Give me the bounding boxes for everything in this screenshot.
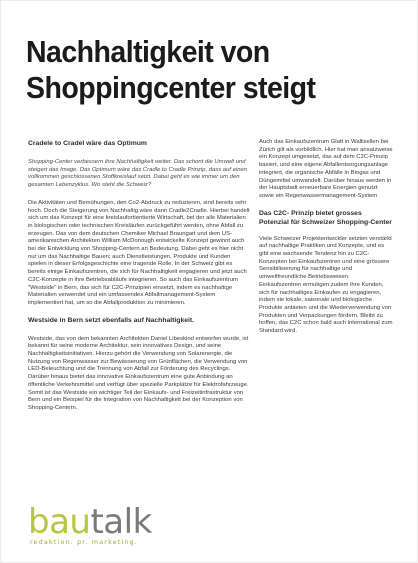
body-paragraph-1: Die Aktivitäten und Bemühungen, den Co2-Abdruck zu reduzieren, sind bereits sehr hoch. Doch die Steigerung von Nachhaltig wäre dann Cradle2Cradle. Hierbei handelt sich um das Konzept für eine kreislaufortientierte Wirtschaft, bei der alle Materialien in biologischen oder technischen Kreisläufen zurückgeführt werden, ohne Abfall zu erzeugen. Das von dem deutschen Chemiker Michael Braungart und dem US-amerikanischen Architekten William McDonough entwickelte Konzept gewinnt auch bei der Entwicklung von Shopping-Centern an Bedeutung. Dabei geht es hier nicht nur um das Nachhaltige Bauen; auch Dienstleistungen, Produkte und Kunden spielen in dieser Erfolgsgeschichte eine tragende Rolle. In der Schweiz gibt es bereits einige Einkaufszentren, die sich für Nachhaltigkeit engagieren und jetzt auch C2C-Konzepte in ihre Betriebsabläufe integrieren. So auch das Einkaufszentrum "Westside" in Bern, das sich für C2C-Prinzipien einsetzt, indem es nachhaltige Materialien verwendet und ein umfassendes Abfallmanagement-System implementiert hat, um so die Abfallproduktion zu minimieren. xyxy=(28,199,250,306)
body-paragraph-glatt: Auch das Einkaufszentrum Glatt in Wallisellen bei Zürich gilt als vorbildlich. Hier hat man ansatzweise ein Konzept umgesetzt, das auf dem C2C-Prinzip basiert, und eine eigene Abfallentsorgungsanlage integriert, die organische Abfälle in Biogas und Düngemittel umwandelt. Darüber hinaus werden in der Hauptstadt erneuerbare Energien genutzt sowie ein Regenwassermanagement-System xyxy=(259,139,393,199)
logo-word-bau: bau xyxy=(28,502,91,542)
body-paragraph-2: Westside, das von dem bekannten Architekten Daniel Libeskind entworfen wurde, ist bekannt für seine moderne Architektur, sein innovatives Design, und seine Nachhaltigkeitsinitiativen. Hierzu gehört die Verwendung von Solarenergie, die Nutzung von Regenwasser zur Bewässerung von Grünflächen, die Verwendung von LED-Beleuchtung und die Trennung von Abfall zur Förderung des Recyclings. Darüber hinaus bietet das innovative Einkaufszentrum eine gute Anbindung an öffentliche Verkehrsmittel und verfügt über spezielle Parkplätze für Elektrofahrzeuge. Somit ist das Westside ein wichtiger Teil der Einkaufs- und Freizeitinfrastruktur von Bern und ein Beispiel für die Integration von Nachhaltigkeit bei der Konzeption von Shopping-Centern. xyxy=(28,335,249,411)
logo-wordmark xyxy=(28,502,152,542)
section-heading-optimum: Cradele to Cradel wäre das Optimum xyxy=(28,140,147,147)
title-line-2: Shoppingcenter steigt xyxy=(26,70,316,105)
logo-word-talk: talk xyxy=(90,502,152,542)
logo-tagline: redaktion. pr. marketing. xyxy=(30,539,138,546)
bautalk-logo xyxy=(28,502,198,549)
intro-paragraph: Shopping-Center verbessern ihre Nachhaltigkeit weiter. Das schont die Umwelt und steigert das Image. Das Optimum wäre das Cradle to Cradle Prinzip, dass auf einen vollkommen geschlossenen Stoffkreislauf setzt. Dabei geht es wie immer um den gesamten Lebenzyklus. Wo steht die Schweiz? xyxy=(28,159,248,189)
right-column xyxy=(259,139,393,344)
page-title xyxy=(26,34,366,106)
section-heading-potential: Das C2C- Prinzip bietet grosses Potenzial für Schweizer Shopping-Center xyxy=(259,209,392,226)
title-line-1: Nachhaltigkeit von xyxy=(26,34,270,69)
left-column xyxy=(28,139,250,421)
section-heading-westside: Westside in Bern setzt ebenfalls auf Nachhaltigkeit. xyxy=(28,316,195,324)
body-paragraph-potential: Viele Schweizer Projektentwickler setzten verstärkt auf nachhaltige Praktiken und Konzepte, und es gibt eine wachsende Tendenz hin zu C2C-Konzepten bei Einkaufszentren und eine grössere Sensibilisierung für nachhaltige und umweltfreundliche Betriebsweisen. Einkaufszentren ermutigen zudem ihre Kunden, sich für nachhaltiges Einkaufen zu engagieren, indem sie lokale, saisonale und biologische Produkte anbieten und die Wiederverwendung von Produkten und Verpackungen fördern. Bleibt zu hoffen, das C2C schon bald auch international zum Standard wird. xyxy=(259,235,393,335)
